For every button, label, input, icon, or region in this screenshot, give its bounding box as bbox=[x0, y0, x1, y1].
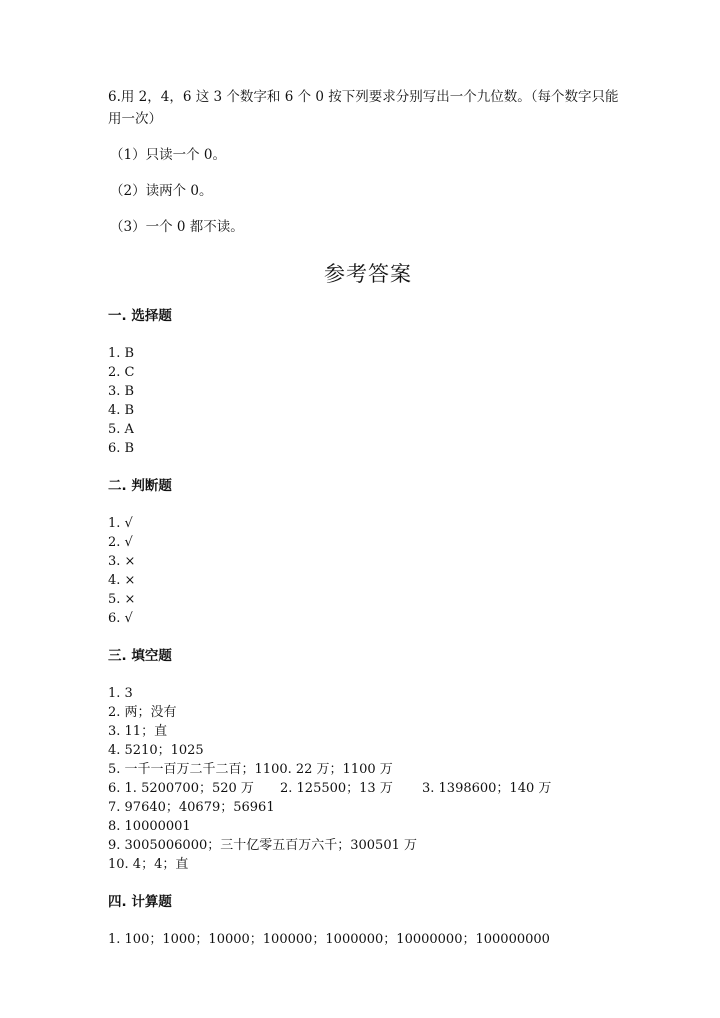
judge-answers bbox=[108, 514, 628, 628]
list-item: 2. 两；没有 bbox=[108, 705, 177, 720]
list-item: 9. 3005006000；三十亿零五百万六千；300501 万 bbox=[108, 838, 418, 853]
list-item: 6. √ bbox=[108, 611, 133, 626]
list-item: 1. B bbox=[108, 346, 135, 361]
list-item: 6. B bbox=[108, 441, 135, 456]
fill-answers bbox=[108, 684, 628, 874]
list-item: 4. × bbox=[108, 573, 136, 588]
list-item: 1. √ bbox=[108, 516, 133, 531]
list-item bbox=[108, 779, 628, 798]
list-item: 4. B bbox=[108, 403, 135, 418]
question-6-part-1: （1）只读一个 0。 bbox=[110, 147, 226, 163]
list-item: 3. 11；直 bbox=[108, 724, 168, 739]
list-item: 5. A bbox=[108, 422, 134, 437]
fill-6-part-1: 6. 1. 5200700；520 万 bbox=[108, 781, 254, 796]
list-item: 5. 一千一百万二千二百；1100. 22 万；1100 万 bbox=[108, 762, 393, 777]
question-6-part-3: （3）一个 0 都不读。 bbox=[110, 219, 244, 235]
section-title-calc: 四. 计算题 bbox=[108, 894, 172, 910]
list-item: 3. B bbox=[108, 384, 135, 399]
list-item: 1. 3 bbox=[108, 686, 133, 701]
list-item: 7. 97640；40679；56961 bbox=[108, 800, 275, 815]
list-item: 10. 4；4；直 bbox=[108, 857, 189, 872]
fill-6-part-3: 3. 1398600；140 万 bbox=[422, 781, 552, 796]
choice-answers bbox=[108, 344, 628, 458]
question-6-part-2: （2）读两个 0。 bbox=[110, 183, 213, 199]
list-item: 2. √ bbox=[108, 535, 133, 550]
question-6-stem: 6.用 2，4，6 这 3 个数字和 6 个 0 按下列要求分别写出一个九位数。（每个数字只能用一次） bbox=[108, 89, 619, 127]
list-item: 4. 5210；1025 bbox=[108, 743, 204, 758]
list-item: 2. C bbox=[108, 365, 135, 380]
section-title-fill: 三. 填空题 bbox=[108, 648, 172, 664]
list-item: 8. 10000001 bbox=[108, 819, 191, 834]
document-page bbox=[108, 86, 628, 967]
section-title-judge: 二. 判断题 bbox=[108, 478, 172, 494]
calc-answers bbox=[108, 930, 628, 949]
answer-key-title: 参考答案 bbox=[324, 262, 412, 286]
fill-6-part-2: 2. 125500；13 万 bbox=[280, 781, 393, 796]
list-item: 1. 100；1000；10000；100000；1000000；10000000；100000000 bbox=[108, 932, 550, 947]
section-title-choice: 一. 选择题 bbox=[108, 308, 172, 324]
list-item: 5. × bbox=[108, 592, 136, 607]
list-item: 3. × bbox=[108, 554, 136, 569]
